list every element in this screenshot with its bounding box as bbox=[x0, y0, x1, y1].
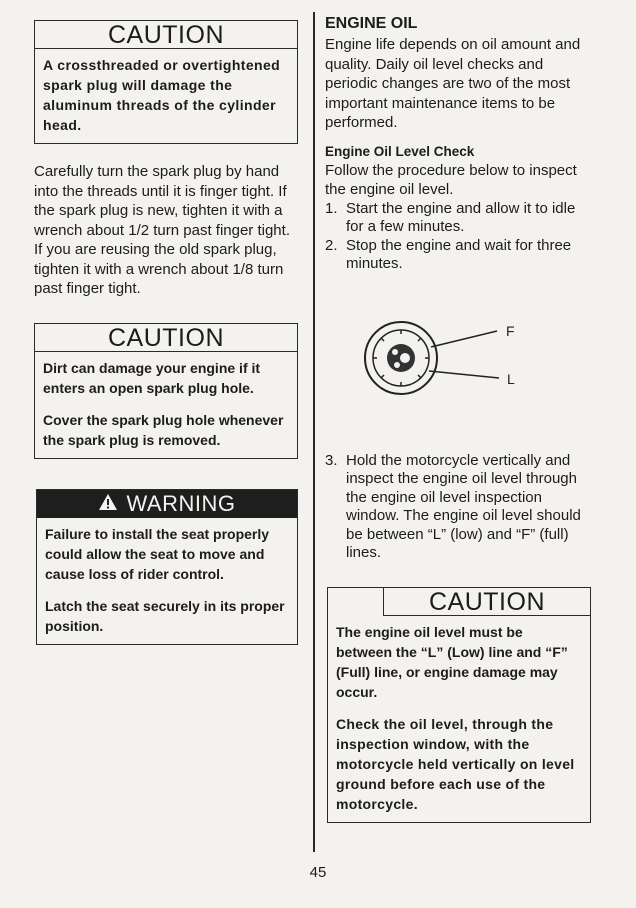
caution-text: A crossthreaded or overtightened spark plug will damage the aluminum threads of the cylinder head. bbox=[43, 57, 281, 133]
procedure-steps bbox=[325, 200, 595, 274]
caution-title: CAUTION bbox=[35, 21, 297, 49]
warning-title: WARNING bbox=[126, 490, 236, 516]
caution-text: The engine oil level must be between the “L” (Low) line and “F” (Full) line, or engine damage may occur. bbox=[336, 624, 568, 701]
step-item: 3. Hold the motorcycle vertically and inspect the engine oil level through the engine oil level inspection window. The engine oil level should be between “L” (low) and “F” (full) lines. bbox=[325, 451, 581, 562]
caution-text: Dirt can damage your engine if it enters an open spark plug hole. bbox=[43, 359, 261, 396]
section-heading: ENGINE OIL bbox=[325, 15, 418, 32]
page-number: 45 bbox=[309, 864, 327, 881]
step-item: 1. Start the engine and allow it to idle for a few minutes. bbox=[325, 199, 576, 235]
column-divider bbox=[313, 12, 315, 852]
warning-triangle-icon bbox=[98, 490, 118, 518]
caution-title: CAUTION bbox=[383, 588, 590, 616]
warning-box-seat bbox=[36, 489, 298, 645]
procedure-step-3 bbox=[325, 452, 595, 564]
caution-instruction: Cover the spark plug hole whenever the spark plug is removed. bbox=[43, 411, 284, 448]
right-column bbox=[325, 14, 595, 823]
subsection-heading: Engine Oil Level Check bbox=[325, 143, 475, 159]
warning-instruction: Latch the seat securely in its proper position. bbox=[45, 597, 285, 634]
full-line-label: F bbox=[506, 322, 515, 339]
caution-box-spark-plug bbox=[34, 20, 298, 144]
caution-instruction: Check the oil level, through the inspection window, with the motorcycle held vertically on level ground before each use of the motorcycle. bbox=[336, 716, 575, 813]
low-line-label: L bbox=[507, 370, 515, 387]
caution-box-dirt bbox=[34, 323, 298, 459]
spark-plug-paragraph: Carefully turn the spark plug by hand into the threads until it is finger tight. If the spark plug is new, tighten it with a wrench about 1/2 turn past finger tight. If you are reusing the old spark plug, tighten it with a wrench about 1/8 turn past finger tight. bbox=[34, 163, 290, 297]
procedure-lead: Follow the procedure below to inspect the engine oil level. bbox=[325, 161, 577, 198]
oil-window-illustration bbox=[325, 318, 555, 438]
caution-box-oil-level bbox=[327, 587, 591, 823]
warning-text: Failure to install the seat properly could allow the seat to move and cause loss of rider control. bbox=[45, 525, 270, 582]
step-item: 2. Stop the engine and wait for three minutes. bbox=[325, 236, 572, 272]
oil-level-window-figure bbox=[325, 318, 555, 438]
engine-oil-intro: Engine life depends on oil amount and quality. Daily oil level checks and periodic changes are two of the most important maintenance items to be performed. bbox=[325, 36, 581, 131]
left-column bbox=[34, 20, 298, 645]
caution-title: CAUTION bbox=[35, 324, 297, 352]
